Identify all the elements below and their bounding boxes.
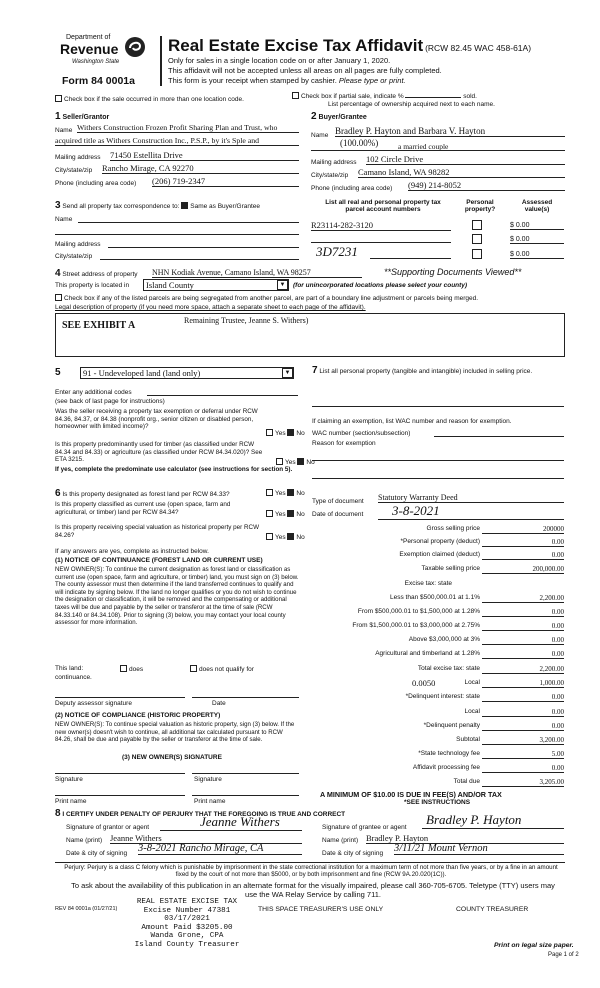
continuation-text: Remaining Trustee, Jeanne S. Withers) <box>184 316 309 325</box>
header-line2: This affidavit will not be accepted unless all areas on all pages are fully completed. <box>168 66 442 75</box>
seller-city-value[interactable]: Rancho Mirage, CA 92270 <box>102 163 299 174</box>
partial-sale-check[interactable] <box>292 92 477 100</box>
tax-row-label: Local <box>464 708 480 715</box>
timber-yes-label: Yes <box>285 459 296 466</box>
forest-answer[interactable] <box>266 489 305 497</box>
parcel-header <box>318 199 448 213</box>
buyer-married: a married couple <box>398 142 449 151</box>
multi-location-label: Check box if the sale occurred in more than one location code. <box>64 96 244 103</box>
timber-answer[interactable] <box>276 458 315 466</box>
this-land-label: This land: <box>55 665 84 672</box>
wac-claim-label: If claiming an exemption, list WAC number and reason for exemption. <box>312 418 512 425</box>
answers-note: If any answers are yes, complete as instructed below. <box>55 548 209 555</box>
owner-print-line-1[interactable] <box>55 795 185 796</box>
buyer-name-label: Name <box>311 132 329 139</box>
minimum-due-note: A MINIMUM OF $10.00 IS DUE IN FEE(S) AND/OR TAX <box>320 790 502 799</box>
tax-row <box>312 525 564 535</box>
stamp-line: Amount Paid $3205.00 <box>141 923 233 932</box>
exemption-no-checkbox[interactable] <box>287 429 294 436</box>
tax-row-value[interactable]: 0.00 <box>482 622 564 631</box>
multi-location-checkbox[interactable] <box>55 95 62 102</box>
wac-number-label: WAC number (section/subsection) <box>312 430 411 437</box>
buyer-city-value[interactable]: Camano Island, WA 98282 <box>358 167 565 178</box>
forest-no-checkbox[interactable] <box>287 489 294 496</box>
section8-num: 8 <box>55 808 61 819</box>
does-label: does <box>129 666 144 673</box>
open-space-question: Is this property classified as current use (open space, farm and agricultural, or timber) land per RCW 84.34? <box>55 501 231 516</box>
located-label: This property is located in <box>55 282 130 289</box>
tax-row-value[interactable]: 0.00 <box>482 722 564 731</box>
tax-row-value[interactable]: 200000 <box>482 525 564 534</box>
buyer-phone-label: Phone (including area code) <box>311 185 393 192</box>
tax-row-label: *Delinquent penalty <box>423 722 480 729</box>
tax-row <box>312 622 564 632</box>
tax-row <box>312 708 564 718</box>
stamp-line: Excise Number 47381 <box>143 906 231 915</box>
seller-heading <box>55 111 109 122</box>
section7 <box>312 367 564 376</box>
does-not-checkbox[interactable] <box>190 665 197 672</box>
partial-sale-checkbox[interactable] <box>292 92 299 99</box>
doc-date-label: Date of document <box>312 511 364 518</box>
tax-row-label: *State technology fee <box>418 750 480 757</box>
tax-row-label: Local <box>464 679 480 686</box>
use-code-select[interactable] <box>80 367 294 379</box>
print-name-label-1: Print name <box>55 798 87 805</box>
tax-row <box>312 538 564 548</box>
seller-name-label: Name <box>55 127 73 134</box>
assessed-header-line2: value(s) <box>524 206 550 213</box>
section7-text: List all personal property (tangible and intangible) included in selling price. <box>319 368 533 375</box>
same-as-buyer-checkbox[interactable] <box>181 202 188 209</box>
grantor-date-value[interactable]: 3-8-2021 Rancho Mirage, CA <box>138 843 302 855</box>
grantor-name-value[interactable]: Jeanne Withers <box>110 833 302 844</box>
deputy-sig-label: Deputy assessor signature <box>55 700 132 707</box>
tax-row-label: Taxable selling price <box>421 565 480 572</box>
exemption-no-label: No <box>296 430 305 437</box>
partial-sale-percent[interactable] <box>405 97 461 98</box>
owner-print-line-2[interactable] <box>192 795 299 796</box>
grantor-sig-label: Signature of grantor or agent <box>66 824 150 831</box>
treasurer-stamp <box>122 898 252 950</box>
tax-row-label: From $1,500,000.01 to $3,000,000 at 2.75% <box>352 622 480 629</box>
forest-question-text: Is this property designated as forest land per RCW 84.33? <box>62 491 230 498</box>
grantee-signature[interactable]: Bradley P. Hayton <box>422 812 564 829</box>
forest-yes-checkbox[interactable] <box>266 489 273 496</box>
grantee-date-value[interactable]: 3/11/21 Mount Vernon <box>394 843 564 855</box>
dept-line1: Department of <box>66 34 111 41</box>
tax-row-label: Excise tax: state <box>404 580 452 587</box>
rcw-reference: (RCW 82.45 WAC 458-61A) <box>425 43 532 53</box>
street-address-value[interactable]: NHN Kodiak Avenue, Camano Island, WA 98257 <box>152 268 362 278</box>
handwritten-note: 3D7231 <box>316 244 358 259</box>
tax-row <box>312 778 564 788</box>
section4-num: 4 <box>55 268 61 279</box>
owner-signature-line-1[interactable] <box>55 773 185 774</box>
tax-row <box>312 608 564 618</box>
personal-header-line2: property? <box>464 206 496 213</box>
tax-row-label: Total due <box>453 778 480 785</box>
page-number: Page 1 of 2 <box>548 952 579 958</box>
grantee-sig-label: Signature of grantee or agent <box>322 824 407 831</box>
section3-heading <box>55 200 260 211</box>
section5-num: 5 <box>55 367 61 378</box>
historic-no-checkbox[interactable] <box>287 533 294 540</box>
doc-type-label: Type of document <box>312 498 364 505</box>
deputy-date-line[interactable] <box>192 697 299 698</box>
owner-signature-line-2[interactable] <box>192 773 299 774</box>
open-space-yes-checkbox[interactable] <box>266 510 273 517</box>
does-checkbox[interactable] <box>120 665 127 672</box>
signature-label-2: Signature <box>194 776 222 783</box>
continuance-label: continuance. <box>55 674 92 681</box>
section3-mailing-field[interactable] <box>108 247 299 248</box>
buyer-city-label: City/state/zip <box>311 172 349 179</box>
buyer-phone-value[interactable]: (949) 214-8052 <box>408 180 565 191</box>
buyer-mailing-value[interactable]: 102 Circle Drive <box>366 154 565 165</box>
tax-row-label: Less than $500,000.01 at 1.1% <box>390 594 480 601</box>
stamp-line: REAL ESTATE EXCISE TAX <box>136 898 238 906</box>
tax-row-label: *Delinquent interest: state <box>405 693 480 700</box>
treasurer-use-label: THIS SPACE TREASURER'S USE ONLY <box>258 906 384 913</box>
ownership-note: List percentage of ownership acquired next to each name. <box>328 101 495 108</box>
does-not-label: does not qualify for <box>199 666 254 673</box>
section3-name-label: Name <box>55 216 73 223</box>
dept-line3: Washington State <box>72 59 120 65</box>
tax-row-value[interactable]: 0.00 <box>482 608 564 617</box>
seller-name-line2[interactable]: acquired title as Withers Construction Inc., P.S.P., by it's Sple and <box>55 136 299 146</box>
tax-row-value[interactable]: 0.00 <box>482 693 564 702</box>
segregated-checkbox[interactable] <box>55 294 62 301</box>
multi-location-check[interactable] <box>55 95 244 103</box>
historic-yes-label: Yes <box>275 534 286 541</box>
tax-row-heading <box>312 580 564 590</box>
certify-text: I CERTIFY UNDER PENALTY OF PERJURY THAT THE FOREGOING IS TRUE AND CORRECT <box>62 811 346 818</box>
tax-row-value[interactable]: 0.00 <box>482 764 564 773</box>
dor-logo <box>58 34 148 72</box>
parcel-header-line2: parcel account numbers <box>345 206 421 213</box>
personal-header-line1: Personal <box>466 199 494 206</box>
deputy-signature-line[interactable] <box>55 697 185 698</box>
tax-row <box>312 764 564 774</box>
seller-mailing-value[interactable]: 71450 Estellita Drive <box>110 150 299 161</box>
tax-row-label: Subtotal <box>456 736 480 743</box>
form-number: Form 84 0001a <box>62 75 135 87</box>
personal-property-checkbox[interactable] <box>472 220 482 230</box>
parcel-number[interactable]: R23114-282-3120 <box>311 220 451 231</box>
print-name-label-2: Print name <box>194 798 226 805</box>
dor-swirl-icon <box>124 36 146 58</box>
seller-phone-value[interactable]: (206) 719-2347 <box>152 176 299 187</box>
stamp-line: 03/17/2021 <box>164 915 210 924</box>
does-check[interactable] <box>120 665 143 673</box>
tax-row <box>312 722 564 732</box>
seller-num: 1 <box>55 111 61 122</box>
legal-description-box[interactable] <box>55 313 565 357</box>
timber-yes-checkbox[interactable] <box>276 458 283 465</box>
buyer-num: 2 <box>311 111 317 122</box>
personal-header <box>458 199 502 213</box>
tax-row <box>312 750 564 760</box>
section3-mailing-label: Mailing address <box>55 241 101 248</box>
exemption-answer[interactable] <box>266 429 305 437</box>
notice2-text: NEW OWNER(S): To continue special valuation as historic property, sign (3) below. If the new owner(s) doesn't wish to continue, all additional tax calculated pursuant to RCW 84.26, shall be due and payable by the seller or transferor at the time of sale. <box>55 721 295 744</box>
seller-phone-label: Phone (including area code) <box>55 180 137 187</box>
open-space-answer[interactable] <box>266 510 305 518</box>
see-instructions: *SEE INSTRUCTIONS <box>404 799 471 806</box>
seller-name-line1[interactable]: Withers Construction Frozen Profit Sharing Plan and Trust, who <box>77 123 299 133</box>
tax-row-value[interactable]: 2,200.00 <box>482 594 564 603</box>
footer-divider <box>55 862 565 863</box>
form-title: Real Estate Excise Tax Affidavit <box>168 36 424 55</box>
tax-row <box>312 736 564 746</box>
additional-codes-label: Enter any additional codes <box>55 389 132 396</box>
section3-text: Send all property tax correspondence to: <box>62 203 180 210</box>
form-title-row <box>168 36 531 56</box>
legal-description-label: Legal description of property (if you need more space, attach a separate sheet to each page of the affidavit). <box>55 304 366 311</box>
county-value: Island County <box>146 280 194 290</box>
exemption-yes-label: Yes <box>275 430 286 437</box>
dept-line2: Revenue <box>60 41 119 57</box>
forest-yes-label: Yes <box>275 490 286 497</box>
section4-street <box>55 268 138 279</box>
tax-row-value[interactable]: 0.00 <box>482 708 564 717</box>
forest-no-label: No <box>296 490 305 497</box>
tax-row <box>312 679 564 689</box>
additional-codes-field[interactable] <box>147 395 298 396</box>
buyer-name-value[interactable]: Bradley P. Hayton and Barbara V. Hayton <box>335 126 565 137</box>
timber-no-label: No <box>306 459 315 466</box>
buyer-ownership[interactable]: (100.00%) <box>340 138 379 148</box>
notice2-title: (2) NOTICE OF COMPLIANCE (HISTORIC PROPERTY) <box>55 712 221 719</box>
historic-no-label: No <box>296 534 305 541</box>
assessed-header <box>510 199 564 213</box>
availability-note: To ask about the availability of this publication in an alternate format for the visually impaired, please call 360-705-6705. Teletype (TTY) users may use the WA Relay Service by calling 711. <box>71 881 555 899</box>
timber-no-checkbox[interactable] <box>297 458 304 465</box>
segregated-label: Check box if any of the listed parcels are being segregated from another parcel, are part of a boundary line adjustment or parcels being merged. <box>64 295 479 302</box>
seller-heading-label: Seller/Grantor <box>62 114 110 121</box>
exemption-yes-checkbox[interactable] <box>266 429 273 436</box>
local-rate: 0.0050 <box>412 678 436 688</box>
tax-row-value[interactable]: 0.00 <box>482 538 564 547</box>
header-line3-b: Please type or print. <box>338 76 406 85</box>
tax-row-label: Affidavit processing fee <box>412 764 480 771</box>
does-not-check[interactable] <box>190 665 254 673</box>
tax-row <box>312 594 564 604</box>
tax-row-value[interactable]: 0.00 <box>482 636 564 645</box>
tax-row-value[interactable]: 3,200.00 <box>482 736 564 745</box>
section3-city-label: City/state/zip <box>55 253 93 260</box>
historic-answer[interactable] <box>266 533 305 541</box>
tax-row-label: Total excise tax: state <box>417 665 480 672</box>
parcel-number[interactable] <box>370 250 451 259</box>
county-treasurer-label: COUNTY TREASURER <box>456 906 529 913</box>
tax-row-value[interactable]: 2,200.00 <box>482 665 564 674</box>
section3-num: 3 <box>55 200 61 211</box>
unincorporated-note: (for unincorporated locations please select your county) <box>293 282 468 289</box>
notice1-title: (1) NOTICE OF CONTINUANCE (FOREST LAND OR CURRENT USE) <box>55 557 263 564</box>
timber-question: Is this property predominantly used for timber (as classified under RCW 84.34 and 84.33) or agriculture (as classified under RCW 84.34.020)? See ETA 3215. <box>55 441 263 464</box>
grantor-date-label: Date & city of signing <box>66 850 128 857</box>
tax-row-value[interactable]: 3,205.00 <box>482 778 564 787</box>
tax-row-label: Exemption claimed (deduct) <box>399 551 480 558</box>
same-as-buyer-label: Same as Buyer/Grantee <box>190 203 260 210</box>
section3-city-field[interactable] <box>100 259 299 260</box>
perjury-note: Perjury: Perjury is a class C felony which is punishable by imprisonment in the state correctional institution for a maximum term of not more than five years, or by a fine in an amount fixed by the court of not more than $5000, or by both imprisonment and fine (RCW 9A.20.020(1C)). <box>64 864 558 879</box>
personal-property-line[interactable] <box>312 406 564 407</box>
tax-row-label: From $500,000.01 to $1,500,000 at 1.28% <box>357 608 480 615</box>
reason-field-1[interactable] <box>312 460 564 461</box>
see-back-note: (see back of last page for instructions) <box>55 398 165 405</box>
section3-name-field2[interactable] <box>55 234 299 235</box>
tax-row-value[interactable]: 0.00 <box>482 551 564 560</box>
chevron-down-icon[interactable]: ▼ <box>282 368 293 378</box>
segregated-check[interactable] <box>55 294 478 302</box>
header-divider <box>160 36 162 86</box>
notice1-text: NEW OWNER(S): To continue the current designation as forest land or classification as current use (open space, farm and agriculture, or timber) land, you must sign on (3) below. The county assessor must then determine if the land transferred continues to qualify and will indicate by signing below. If the land no longer qualifies or you do not wish to continue the designation or classification, it will be removed and the compensating or additional taxes will be due and payable by the seller or transferor at the time of sale (RCW 84.33.140 or 84.34.108). Prior to signing (3) below, you may contact your local county assessor for more information. <box>55 566 299 627</box>
open-space-no-checkbox[interactable] <box>287 510 294 517</box>
tax-row-label: Gross selling price <box>426 525 480 532</box>
supporting-docs-note: **Supporting Documents Viewed** <box>384 267 522 277</box>
doc-date-value[interactable]: 3-8-2021 <box>378 503 564 520</box>
section3-name-field[interactable] <box>78 222 299 223</box>
tax-row-value[interactable]: 1,000.00 <box>482 679 564 688</box>
tax-row <box>312 551 564 561</box>
assessed-value[interactable]: $ 0.00 <box>510 222 564 230</box>
partial-sale-sold: sold. <box>463 93 477 100</box>
street-label: Street address of property <box>62 271 138 278</box>
grantor-signature[interactable]: Jeanne Withers <box>160 814 302 831</box>
tax-row-label: *Personal property (deduct) <box>400 538 480 545</box>
rev-number: REV 84 0001a (01/27/21) <box>55 906 118 912</box>
predominate-note: If yes, complete the predominate use calculator (see instructions for section 5). <box>55 466 293 473</box>
grantee-name-label: Name (print) <box>322 837 359 844</box>
tax-row <box>312 665 564 675</box>
section6-num: 6 <box>55 488 61 499</box>
tax-row-value[interactable]: 0.00 <box>482 650 564 659</box>
historic-question: Is this property receiving special valuation as historical property per RCW 84.26? <box>55 524 260 539</box>
forest-question <box>55 488 230 499</box>
tax-row-value[interactable]: 200,000.00 <box>482 565 564 574</box>
buyer-heading-label: Buyer/Grantee <box>318 114 367 121</box>
tax-row <box>312 565 564 575</box>
section7-num: 7 <box>312 365 318 376</box>
tax-row <box>312 693 564 703</box>
stamp-line: Island County Treasurer <box>134 940 240 949</box>
chevron-down-icon[interactable]: ▼ <box>277 280 288 290</box>
exemption-question: Was the seller receiving a property tax exemption or deferral under RCW 84.36, 84.37, or 84.38 (nonprofit org., senior citizen or disabled person, homeowner with limited income)? <box>55 408 258 431</box>
assessed-header-line1: Assessed <box>521 199 553 206</box>
tax-row <box>312 650 564 660</box>
assessed-value[interactable]: $ 0.00 <box>510 236 564 244</box>
seller-city-label: City/state/zip <box>55 167 93 174</box>
parcel-number[interactable] <box>311 234 451 243</box>
deputy-date-label: Date <box>212 700 226 707</box>
doc-type-value[interactable]: Statutory Warranty Deed <box>378 493 564 503</box>
parcel-header-line1: List all real and personal property tax <box>325 199 441 206</box>
grantee-name-value[interactable]: Bradley P. Hayton <box>366 833 564 844</box>
legal-size-note: Print on legal size paper. <box>494 942 574 949</box>
exhibit-text: SEE EXHIBIT A <box>62 320 136 331</box>
signature-label-1: Signature <box>55 776 83 783</box>
historic-yes-checkbox[interactable] <box>266 533 273 540</box>
grantee-date-label: Date & city of signing <box>322 850 384 857</box>
stamp-line: Wanda Grone, CPA <box>150 932 224 941</box>
header-line3 <box>168 76 406 85</box>
open-space-no-label: No <box>296 511 305 518</box>
seller-mailing-label: Mailing address <box>55 154 101 161</box>
tax-row <box>312 636 564 646</box>
assessed-value[interactable]: $ 0.00 <box>510 251 564 259</box>
personal-property-checkbox[interactable] <box>472 234 482 244</box>
buyer-mailing-label: Mailing address <box>311 159 357 166</box>
header-line3-a: This form is your receipt when stamped by cashier. <box>168 76 337 85</box>
reason-label: Reason for exemption <box>312 440 376 447</box>
grantor-name-label: Name (print) <box>66 837 103 844</box>
buyer-name-line2[interactable] <box>311 150 565 151</box>
reason-field-2[interactable] <box>312 478 564 479</box>
tax-row-value[interactable]: 5.00 <box>482 750 564 759</box>
buyer-heading <box>311 111 367 122</box>
personal-property-checkbox[interactable] <box>472 249 482 259</box>
partial-sale-label: Check box if partial sale, indicate % <box>301 93 404 100</box>
wac-number-field[interactable] <box>434 436 564 437</box>
county-select[interactable] <box>143 279 289 291</box>
header-line1: Only for sales in a single location code on or after January 1, 2020. <box>168 56 391 65</box>
new-owner-sig-title: (3) NEW OWNER(S) SIGNATURE <box>122 754 222 761</box>
use-code-value: 91 - Undeveloped land (land only) <box>83 368 201 378</box>
tax-row-label: Above $3,000,000 at 3% <box>408 636 480 643</box>
tax-row-label: Agricultural and timberland at 1.28% <box>375 650 480 657</box>
open-space-yes-label: Yes <box>275 511 286 518</box>
